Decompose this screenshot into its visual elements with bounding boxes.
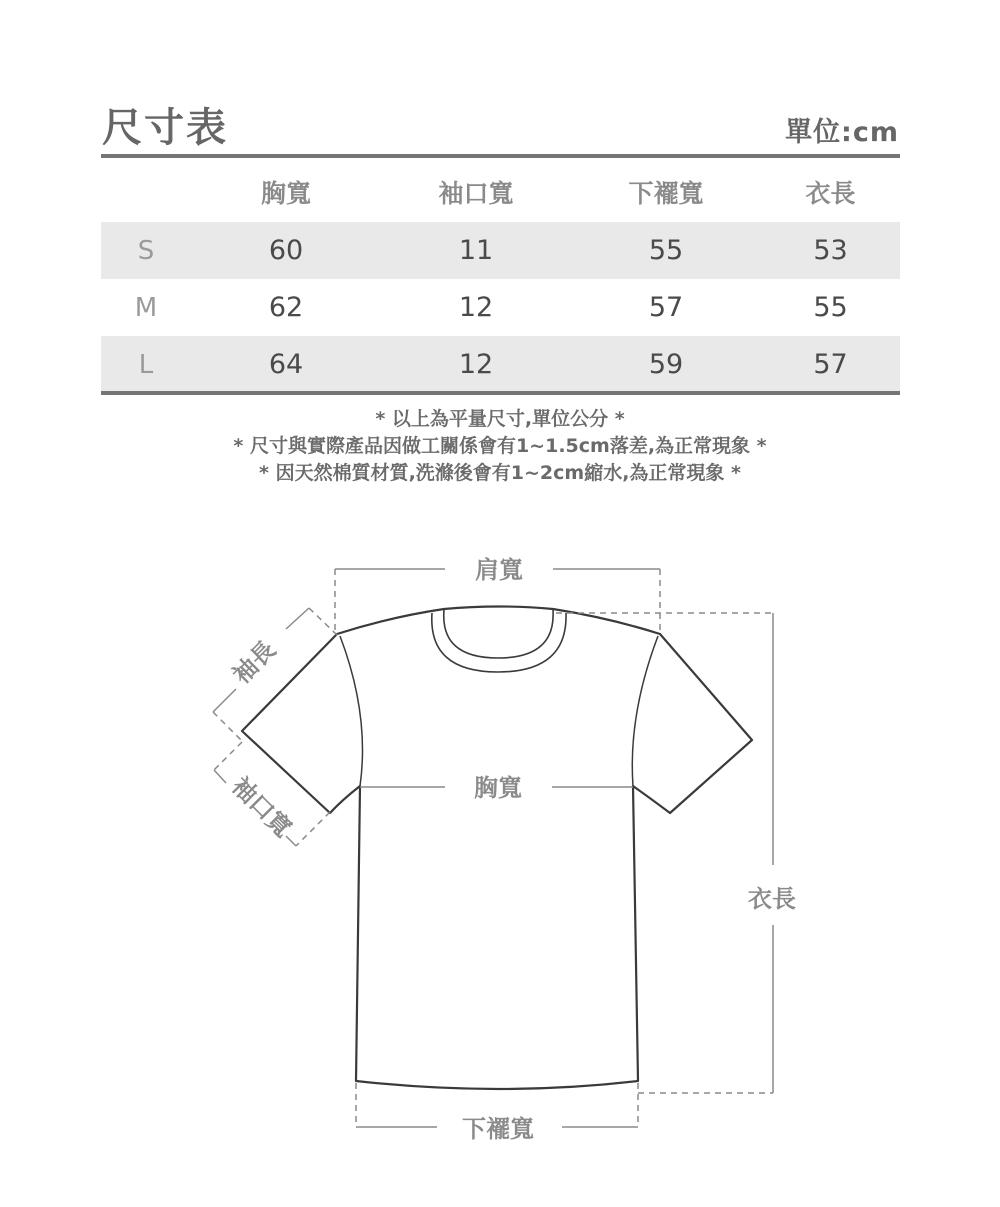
sleeve-length-label: 袖長	[227, 635, 282, 690]
tshirt-outline	[242, 607, 752, 1090]
chest-label: 胸寬	[474, 774, 522, 802]
note-line: * 因天然棉質材質,洗滌後會有1~2cm縮水,為正常現象 *	[259, 462, 741, 484]
page-title: 尺寸表	[102, 105, 228, 151]
table-cell: 12	[458, 349, 494, 380]
note-line: * 以上為平量尺寸,單位公分 *	[375, 408, 625, 430]
table-cell: 53	[813, 235, 848, 266]
length-measure	[556, 613, 773, 1093]
table-cell: 57	[813, 349, 848, 380]
table-cell: 59	[648, 349, 684, 380]
column-header-chest: 胸寬	[260, 179, 311, 208]
note-line: * 尺寸與實際產品因做工關係會有1~1.5cm落差,為正常現象 *	[233, 435, 767, 457]
table-cell: 11	[458, 235, 494, 266]
unit-label: 單位:cm	[785, 117, 899, 148]
armhole-seam-left	[340, 636, 363, 786]
table-cell: 55	[648, 235, 684, 266]
table-cell: 62	[268, 292, 304, 323]
armhole-seam-right	[632, 636, 658, 786]
size-cell: M	[134, 292, 158, 323]
shoulder-label: 肩寬	[475, 556, 523, 584]
hem-label: 下襬寬	[462, 1115, 534, 1143]
table-cell: 55	[813, 292, 848, 323]
table-cell: 60	[268, 235, 304, 266]
size-cell: L	[138, 349, 154, 380]
column-header-hem: 下襬寬	[628, 179, 704, 208]
table-cell: 64	[268, 349, 304, 380]
length-label: 衣長	[748, 885, 796, 913]
table-cell: 57	[648, 292, 684, 323]
column-header-length: 衣長	[805, 179, 856, 208]
cuff-label: 袖口寬	[226, 771, 298, 843]
neckline-inner	[444, 610, 553, 658]
column-header-cuff: 袖口寬	[438, 179, 514, 208]
table-cell: 12	[458, 292, 494, 323]
size-cell: S	[137, 235, 155, 266]
